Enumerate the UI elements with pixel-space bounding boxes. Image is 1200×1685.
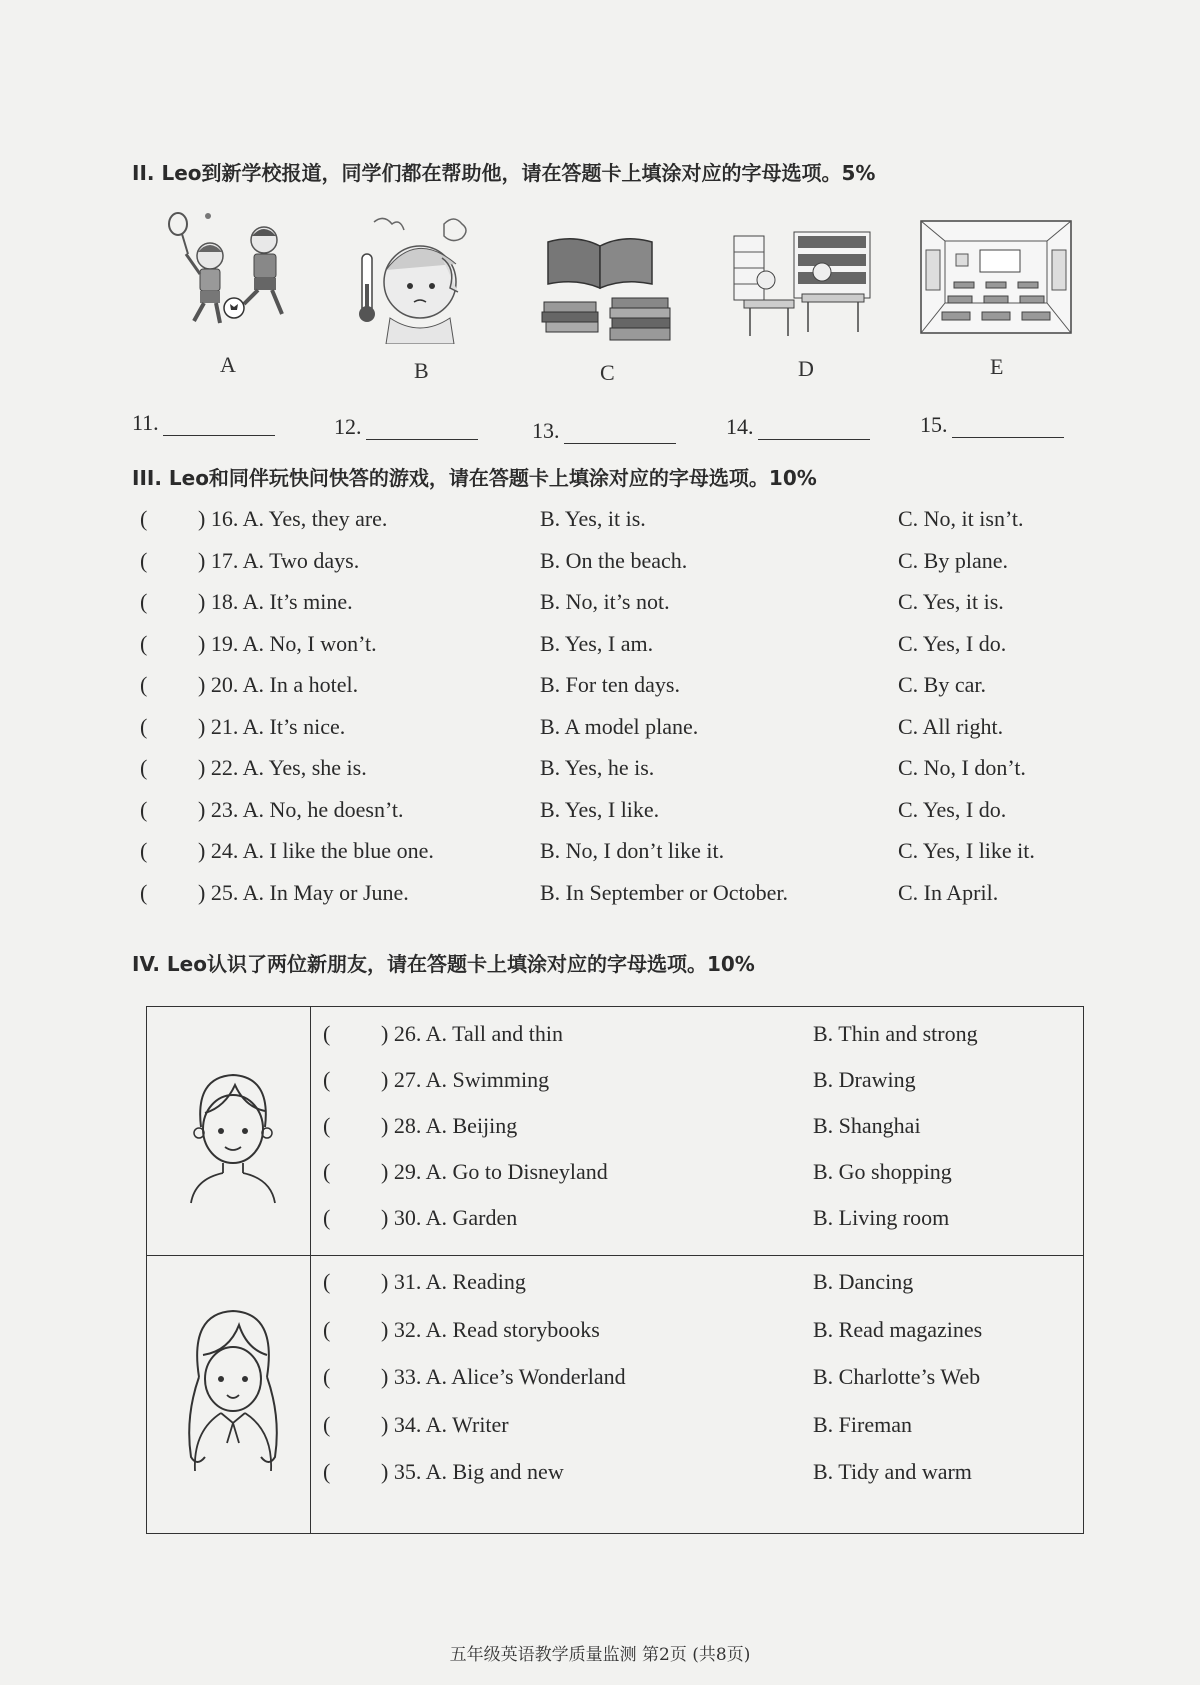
- option-c: C. No, I don’t.: [898, 755, 1026, 780]
- option-b: B. Yes, he is.: [540, 755, 655, 780]
- option-a: ) 31. A. Reading: [381, 1269, 526, 1294]
- blank-line: [564, 425, 676, 444]
- option-a: ) 28. A. Beijing: [381, 1113, 518, 1138]
- option-c: C. No, it isn’t.: [898, 506, 1024, 531]
- option-a: ) 32. A. Read storybooks: [381, 1317, 600, 1342]
- option-a: ) 33. A. Alice’s Wonderland: [381, 1364, 626, 1389]
- question-row: [0, 506, 1200, 536]
- answer-bracket[interactable]: (: [140, 672, 148, 697]
- friend-question-row: [147, 1159, 1085, 1189]
- answer-bracket[interactable]: (: [323, 1269, 331, 1294]
- blank-line: [952, 419, 1064, 438]
- option-a: ) 18. A. It’s mine.: [198, 589, 353, 614]
- option-a: ) 29. A. Go to Disneyland: [381, 1159, 608, 1184]
- answer-bracket[interactable]: (: [323, 1159, 331, 1184]
- answer-bracket[interactable]: (: [140, 589, 148, 614]
- blank-line: [163, 417, 275, 436]
- friend-question-row: [147, 1067, 1085, 1097]
- friend-question-row: [147, 1269, 1085, 1299]
- answer-bracket[interactable]: (: [140, 506, 148, 531]
- option-b: B. Fireman: [813, 1412, 912, 1437]
- friend-question-row: [147, 1412, 1085, 1442]
- option-a: ) 19. A. No, I won’t.: [198, 631, 377, 656]
- answer-bracket[interactable]: (: [140, 631, 148, 656]
- question-row: [0, 838, 1200, 868]
- option-b: B. Read magazines: [813, 1317, 983, 1342]
- answer-bracket[interactable]: (: [323, 1205, 331, 1230]
- option-b: B. On the beach.: [540, 548, 688, 573]
- option-b: B. Living room: [813, 1205, 950, 1230]
- friend-question-row: [147, 1459, 1085, 1489]
- picture-label-c: C: [600, 360, 615, 385]
- option-a: ) 34. A. Writer: [381, 1412, 509, 1437]
- answer-bracket[interactable]: (: [140, 838, 148, 863]
- option-c: C. In April.: [898, 880, 999, 905]
- friend-question-row: [147, 1317, 1085, 1347]
- answer-bracket[interactable]: (: [323, 1364, 331, 1389]
- option-c: C. By plane.: [898, 548, 1008, 573]
- section-4-title: IV. Leo认识了两位新朋友，请在答题卡上填涂对应的字母选项。10%: [132, 952, 755, 976]
- library-reading-icon: [732, 230, 874, 340]
- option-b: B. Yes, I am.: [540, 631, 654, 656]
- option-a: ) 23. A. No, he doesn’t.: [198, 797, 404, 822]
- answer-blank-13[interactable]: 13.: [532, 418, 676, 444]
- answer-blank-15[interactable]: 15.: [920, 412, 1064, 438]
- answer-bracket[interactable]: (: [323, 1021, 331, 1046]
- picture-label-d: D: [798, 356, 814, 381]
- option-a: ) 26. A. Tall and thin: [381, 1021, 563, 1046]
- friend-question-row: [147, 1205, 1085, 1235]
- answer-bracket[interactable]: (: [140, 714, 148, 739]
- question-row: [0, 797, 1200, 827]
- section-2-title: II. Leo到新学校报道，同学们都在帮助他，请在答题卡上填涂对应的字母选项。5%: [132, 161, 876, 185]
- answer-bracket[interactable]: (: [323, 1067, 331, 1092]
- friend-question-row: [147, 1113, 1085, 1143]
- option-c: C. Yes, I do.: [898, 797, 1007, 822]
- answer-bracket[interactable]: (: [140, 880, 148, 905]
- sick-boy-thermometer-icon: [356, 214, 486, 344]
- option-c: C. Yes, it is.: [898, 589, 1004, 614]
- option-c: C. Yes, I like it.: [898, 838, 1035, 863]
- question-row: [0, 589, 1200, 619]
- option-a: ) 22. A. Yes, she is.: [198, 755, 367, 780]
- option-b: B. In September or October.: [540, 880, 789, 905]
- option-a: ) 24. A. I like the blue one.: [198, 838, 434, 863]
- option-a: ) 20. A. In a hotel.: [198, 672, 359, 697]
- answer-bracket[interactable]: (: [323, 1459, 331, 1484]
- option-b: B. Drawing: [813, 1067, 916, 1092]
- table-divider-horizontal: [147, 1255, 1083, 1256]
- option-b: B. No, I don’t like it.: [540, 838, 725, 863]
- answer-blank-12[interactable]: 12.: [334, 414, 478, 440]
- option-a: ) 25. A. In May or June.: [198, 880, 409, 905]
- option-a: ) 16. A. Yes, they are.: [198, 506, 388, 531]
- option-b: B. Tidy and warm: [813, 1459, 972, 1484]
- option-a: ) 30. A. Garden: [381, 1205, 518, 1230]
- answer-bracket[interactable]: (: [323, 1113, 331, 1138]
- answer-bracket[interactable]: (: [140, 755, 148, 780]
- option-c: C. All right.: [898, 714, 1004, 739]
- section-3-title: III. Leo和同伴玩快问快答的游戏，请在答题卡上填涂对应的字母选项。10%: [132, 466, 817, 490]
- option-b: B. Thin and strong: [813, 1021, 978, 1046]
- classroom-icon: [920, 220, 1072, 334]
- question-row: [0, 880, 1200, 910]
- option-b: B. Yes, it is.: [540, 506, 646, 531]
- books-icon: [540, 236, 676, 348]
- option-b: B. Go shopping: [813, 1159, 952, 1184]
- option-b: B. Shanghai: [813, 1113, 921, 1138]
- option-b: B. Charlotte’s Web: [813, 1364, 981, 1389]
- answer-blank-11[interactable]: 11.: [132, 410, 275, 436]
- picture-label-b: B: [414, 358, 429, 383]
- friend-question-row: [147, 1021, 1085, 1051]
- option-b: B. Yes, I like.: [540, 797, 660, 822]
- blank-line: [366, 421, 478, 440]
- answer-bracket[interactable]: (: [140, 797, 148, 822]
- option-c: C. By car.: [898, 672, 986, 697]
- question-row: [0, 548, 1200, 578]
- answer-bracket[interactable]: (: [140, 548, 148, 573]
- option-b: B. For ten days.: [540, 672, 680, 697]
- option-c: C. Yes, I do.: [898, 631, 1007, 656]
- picture-label-e: E: [990, 354, 1004, 379]
- friend-question-row: [147, 1364, 1085, 1394]
- question-row: [0, 672, 1200, 702]
- option-a: ) 21. A. It’s nice.: [198, 714, 346, 739]
- option-a: ) 35. A. Big and new: [381, 1459, 564, 1484]
- option-b: B. No, it’s not.: [540, 589, 670, 614]
- option-a: ) 17. A. Two days.: [198, 548, 360, 573]
- answer-blank-14[interactable]: 14.: [726, 414, 870, 440]
- option-b: B. A model plane.: [540, 714, 699, 739]
- question-row: [0, 714, 1200, 744]
- blank-line: [758, 421, 870, 440]
- friends-table: [146, 1006, 1084, 1534]
- question-row: [0, 755, 1200, 785]
- question-row: [0, 631, 1200, 661]
- picture-label-a: A: [220, 352, 236, 377]
- answer-bracket[interactable]: (: [323, 1412, 331, 1437]
- option-a: ) 27. A. Swimming: [381, 1067, 550, 1092]
- answer-bracket[interactable]: (: [323, 1317, 331, 1342]
- option-b: B. Dancing: [813, 1269, 914, 1294]
- kids-playing-football-icon: [162, 208, 302, 328]
- page-footer: 五年级英语教学质量监测 第2页 (共8页): [449, 1645, 751, 1665]
